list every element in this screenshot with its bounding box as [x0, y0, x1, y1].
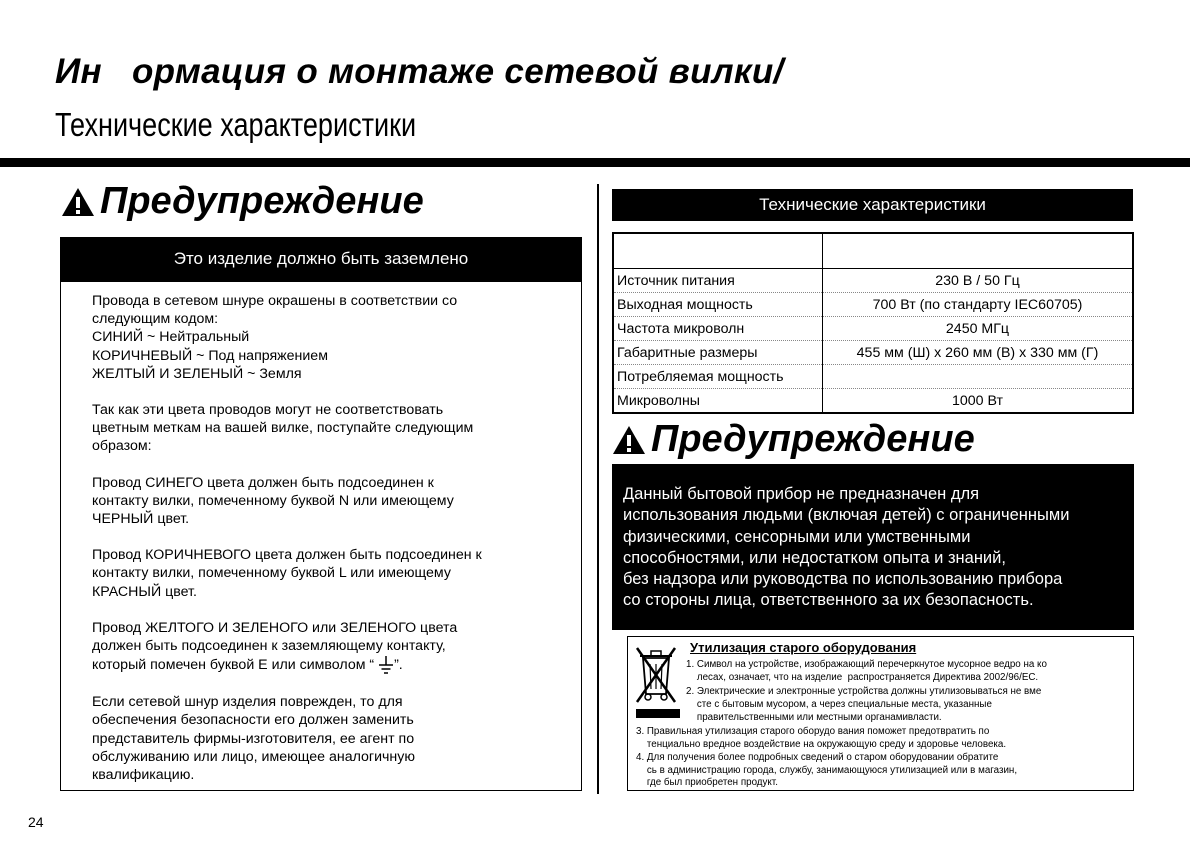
list-item: сте с бытовым мусором, а через специальные места, указанные	[686, 699, 992, 710]
table-row	[613, 269, 1133, 293]
specs-table	[612, 232, 1134, 414]
grounding-box-title: Это изделие должно быть заземлено	[61, 238, 581, 282]
warning-triangle-icon	[611, 424, 647, 456]
list-item: тенциально вредное воздействие на окружающую среду и здоровье человека.	[636, 739, 1007, 750]
list-item: лесах, означает, что на изделие распространяется Директива 2002/96/EC.	[686, 672, 1039, 683]
list-item: правительственными или местными органамивласти.	[686, 712, 942, 723]
list-item: 3. Правильная утилизация старого оборудо вания поможет предотвратить по	[636, 726, 990, 737]
spec-value: 230 В / 50 Гц	[823, 269, 1134, 293]
ground-para-start: Провод ЖЕЛТОГО И ЗЕЛЕНОГО или ЗЕЛЕНОГО цвета должен быть подсоединен к заземляющему контакту, который помечен буквой Е или символом “	[92, 619, 458, 673]
list-item: 2. Электрические и электронные устройства должны утилизовываться не вме	[686, 686, 1042, 697]
paragraph-brown-wire: Провод КОРИЧНЕВОГО цвета должен быть подсоединен к контакту вилки, помеченному буквой L или имеющему КРАСНЫЙ цвет.	[92, 547, 482, 600]
crossed-bin-icon	[634, 644, 678, 704]
table-row	[613, 389, 1133, 414]
spec-label: Потребляемая мощность	[613, 365, 823, 389]
warning-heading-left	[60, 180, 424, 223]
disposal-info-box	[627, 636, 1134, 791]
warning-triangle-icon	[60, 186, 96, 218]
warning-heading-text: Предупреждение	[100, 180, 424, 222]
paragraph-ground-wire	[92, 619, 572, 675]
table-row	[613, 365, 1133, 389]
spec-label: Частота микроволн	[613, 317, 823, 341]
table-row	[613, 317, 1133, 341]
page-subtitle: Технические характеристики	[55, 106, 417, 143]
table-row	[613, 293, 1133, 317]
list-item: 4. Для получения более подробных сведений о старом оборудовании обратите	[636, 752, 999, 763]
specs-heading: Технические характеристики	[612, 189, 1133, 221]
safety-warning-box: Данный бытовой прибор не предназначен для использования людьми (включая детей) с ограниченными физическими, сенсорными или умственными способностями, или недостатком опыта и знаний, без надзора или руководства по использованию прибора со стороны лица, ответственного за их безопасность.	[612, 464, 1134, 630]
table-row	[613, 341, 1133, 365]
black-bar-mark	[636, 709, 680, 718]
column-divider	[597, 184, 599, 794]
ground-para-end: ”.	[394, 657, 403, 673]
spec-value: 700 Вт (по стандарту IEC60705)	[823, 293, 1134, 317]
spec-label: Габаритные размеры	[613, 341, 823, 365]
paragraph-color-mismatch: Так как эти цвета проводов могут не соответствовать цветным меткам на вашей вилке, поступайте следующим образом:	[92, 402, 474, 455]
disposal-title: Утилизация старого оборудования	[690, 640, 917, 655]
list-item: 1. Символ на устройстве, изображающий перечеркнутое мусорное ведро на ко	[686, 659, 1047, 670]
spec-value	[823, 233, 1134, 269]
spec-label	[613, 233, 823, 269]
warning-heading-right	[611, 418, 975, 461]
spec-label: Микроволны	[613, 389, 823, 414]
spec-value	[823, 365, 1134, 389]
page-number: 24	[28, 814, 44, 830]
paragraph-cord-damaged: Если сетевой шнур изделия поврежден, то для обеспечения безопасности его должен заменить представитель фирмы-изготовителя, ее агент по обслуживанию или лицо, имеющее аналогичную квалификацию.	[92, 694, 415, 784]
paragraph-wire-colors: Провода в сетевом шнуре окрашены в соответствии со следующим кодом: СИНИЙ ~ Нейтральный КОРИЧНЕВЫЙ ~ Под напряжением ЖЕЛТЫЙ И ЗЕЛЕНЫЙ ~ Земля	[92, 293, 458, 382]
spec-value: 1000 Вт	[952, 392, 1003, 409]
grounding-instructions-text	[92, 292, 572, 802]
spec-value: 2450 МГц	[823, 317, 1134, 341]
header-rule	[0, 158, 1190, 167]
paragraph-blue-wire: Провод СИНЕГО цвета должен быть подсоединен к контакту вилки, помеченному буквой N или имеющему ЧЕРНЫЙ цвет.	[92, 474, 454, 528]
grounding-instructions-box	[60, 237, 582, 791]
page-title: Ин ормация о монтаже сетевой вилки/	[55, 52, 784, 91]
list-item: сь в администрацию города, службу, занимающуюся утилизацией или в магазин,	[636, 765, 1018, 776]
table-row	[613, 233, 1133, 269]
list-item: где был приобретен продукт.	[636, 777, 778, 788]
spec-value: 455 мм (Ш) х 260 мм (В) х 330 мм (Г)	[823, 341, 1134, 365]
spec-label: Выходная мощность	[613, 293, 823, 317]
ground-symbol-icon	[378, 655, 394, 675]
spec-label: Источник питания	[613, 269, 823, 293]
warning-heading-text: Предупреждение	[651, 418, 975, 460]
